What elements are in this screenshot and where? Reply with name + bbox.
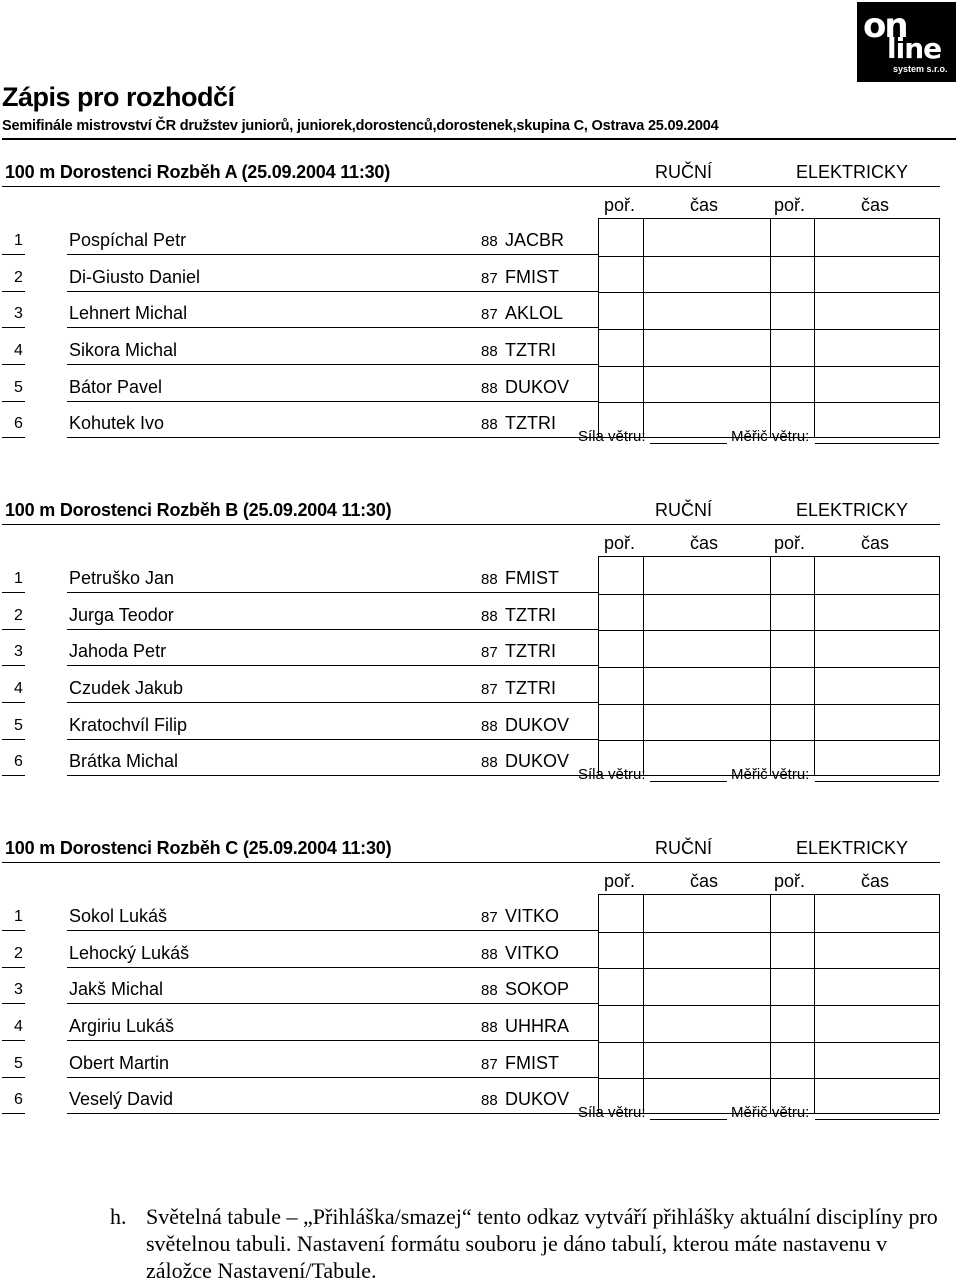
electric-time-header: čas <box>861 533 890 553</box>
row-underline <box>67 327 598 328</box>
row-underline <box>67 629 598 630</box>
grid-row-line <box>599 1042 939 1043</box>
athlete-name: Bátor Pavel <box>69 376 163 397</box>
athlete-row <box>0 705 598 742</box>
result-grid <box>598 556 940 776</box>
birth-year: 87 <box>481 1055 498 1073</box>
wind-strength-label: Síla větru: <box>578 766 646 783</box>
birth-year: 88 <box>481 1019 498 1036</box>
wind-gauge-field[interactable] <box>815 443 939 444</box>
athlete-row <box>0 1043 598 1080</box>
lane-underline <box>2 254 25 255</box>
grid-row-line <box>599 968 939 969</box>
club-code: JACBR <box>505 230 565 250</box>
lane-number: 6 <box>14 415 23 433</box>
birth-year: 88 <box>481 379 498 397</box>
grid-column-line <box>643 557 644 775</box>
birth-year: 87 <box>481 306 498 324</box>
lane-underline <box>2 291 25 292</box>
lane-number: 4 <box>14 1018 23 1035</box>
lane-underline <box>2 1003 25 1004</box>
club-code: TZTRI <box>505 413 556 434</box>
athlete-row <box>0 741 598 778</box>
lane-underline <box>2 775 25 776</box>
note-letter: h. <box>110 1204 127 1229</box>
wind-gauge-field[interactable] <box>815 781 939 782</box>
athlete-row <box>0 367 598 404</box>
lane-number: 4 <box>14 342 23 359</box>
athlete-name: Lehocký Lukáš <box>69 942 190 963</box>
club-code: UHHRA <box>505 1016 570 1036</box>
birth-year: 88 <box>481 717 498 735</box>
grid-row-line <box>599 932 939 933</box>
heat-section <box>0 138 960 448</box>
row-underline <box>67 364 598 365</box>
athlete-name: Veselý David <box>69 1089 174 1110</box>
lane-number: 3 <box>14 643 23 661</box>
heat-section <box>0 476 960 786</box>
lane-number: 4 <box>14 680 23 697</box>
grid-column-line <box>814 557 815 775</box>
grid-row-line <box>599 292 939 293</box>
heat-header-rule <box>2 524 940 525</box>
birth-year: 88 <box>481 571 498 588</box>
club-code: VITKO <box>505 906 560 926</box>
athlete-row <box>0 403 598 440</box>
athlete-name: Jakš Michal <box>69 979 164 1000</box>
athlete-row <box>0 558 598 595</box>
birth-year: 88 <box>481 754 498 772</box>
electric-time-header: čas <box>861 871 890 891</box>
club-code: VITKO <box>505 942 560 963</box>
grid-column-line <box>814 895 815 1113</box>
club-code: DUKOV <box>505 751 570 772</box>
athlete-row <box>0 668 598 705</box>
athlete-name: Jahoda Petr <box>69 641 167 662</box>
row-underline <box>67 1040 598 1041</box>
grid-row-line <box>599 630 939 631</box>
electric-time-header: čas <box>861 195 890 215</box>
birth-year: 88 <box>481 1092 498 1110</box>
heat-title: 100 m Dorostenci Rozběh C (25.09.2004 11:30) <box>5 838 392 858</box>
lane-number: 6 <box>14 753 23 771</box>
row-underline <box>67 254 598 255</box>
row-underline <box>67 1077 598 1078</box>
row-underline <box>67 437 598 438</box>
athlete-name: Argiriu Lukáš <box>69 1016 175 1036</box>
lane-number: 5 <box>14 716 23 734</box>
grid-row-line <box>599 704 939 705</box>
lane-underline <box>2 592 25 593</box>
manual-time-header: čas <box>690 871 719 891</box>
company-logo <box>857 2 956 82</box>
athlete-name: Lehnert Michal <box>69 303 188 324</box>
row-underline <box>67 592 598 593</box>
athlete-name: Petruško Jan <box>69 568 175 588</box>
row-underline <box>67 739 598 740</box>
grid-column-line <box>643 219 644 437</box>
lane-number: 1 <box>14 908 23 925</box>
athlete-name: Obert Martin <box>69 1052 170 1073</box>
athlete-row <box>0 330 598 367</box>
birth-year: 87 <box>481 269 498 287</box>
electric-timing-header: ELEKTRICKY <box>796 500 909 520</box>
athlete-row <box>0 896 598 933</box>
birth-year: 88 <box>481 343 498 360</box>
wind-strength-field[interactable] <box>650 1119 727 1120</box>
athlete-name: Kratochvíl Filip <box>69 714 188 735</box>
wind-gauge-field[interactable] <box>815 1119 939 1120</box>
grid-column-line <box>814 219 815 437</box>
row-underline <box>67 1113 598 1114</box>
grid-row-line <box>599 366 939 367</box>
athlete-name: Brátka Michal <box>69 751 179 772</box>
grid-row-line <box>599 329 939 330</box>
grid-row-line <box>599 256 939 257</box>
row-underline <box>67 291 598 292</box>
lane-underline <box>2 739 25 740</box>
wind-strength-field[interactable] <box>650 781 727 782</box>
club-code: FMIST <box>505 568 559 588</box>
row-underline <box>67 665 598 666</box>
row-underline <box>67 702 598 703</box>
heat-title: 100 m Dorostenci Rozběh A (25.09.2004 11:30) <box>5 162 391 182</box>
logo-caption: system s.r.o. <box>893 64 948 74</box>
heat-title: 100 m Dorostenci Rozběh B (25.09.2004 11:30) <box>5 500 392 520</box>
electric-timing-header: ELEKTRICKY <box>796 838 909 858</box>
manual-timing-header: RUČNÍ <box>655 838 712 858</box>
athlete-row <box>0 1079 598 1116</box>
athlete-name: Czudek Jakub <box>69 678 184 698</box>
lane-underline <box>2 401 25 402</box>
athlete-name: Sokol Lukáš <box>69 906 168 926</box>
grid-row-line <box>599 402 939 403</box>
lane-underline <box>2 1077 25 1078</box>
club-code: TZTRI <box>505 641 556 662</box>
lane-number: 6 <box>14 1091 23 1109</box>
row-underline <box>67 775 598 776</box>
manual-place-header: poř. <box>604 871 636 891</box>
lane-number: 2 <box>14 606 23 624</box>
wind-strength-label: Síla větru: <box>578 428 646 445</box>
manual-time-header: čas <box>690 533 719 553</box>
athlete-row <box>0 969 598 1006</box>
lane-number: 5 <box>14 378 23 396</box>
birth-year: 88 <box>481 416 498 434</box>
athlete-row <box>0 257 598 294</box>
grid-row-line <box>599 1078 939 1079</box>
club-code: DUKOV <box>505 376 570 397</box>
club-code: TZTRI <box>505 340 556 360</box>
athlete-row <box>0 220 598 257</box>
grid-row-line <box>599 740 939 741</box>
heat-section <box>0 814 960 1124</box>
lane-underline <box>2 967 25 968</box>
manual-timing-header: RUČNÍ <box>655 500 712 520</box>
birth-year: 87 <box>481 909 498 926</box>
athlete-row <box>0 1006 598 1043</box>
lane-underline <box>2 629 25 630</box>
grid-row-line <box>599 1005 939 1006</box>
heat-header-rule <box>2 862 940 863</box>
lane-underline <box>2 437 25 438</box>
manual-place-header: poř. <box>604 533 636 553</box>
club-code: DUKOV <box>505 714 570 735</box>
logo-text-on: on <box>863 6 907 46</box>
grid-column-line <box>770 895 771 1113</box>
birth-year: 88 <box>481 607 498 625</box>
club-code: DUKOV <box>505 1089 570 1110</box>
lane-underline <box>2 930 25 931</box>
club-code: FMIST <box>505 1052 559 1073</box>
athlete-name: Kohutek Ivo <box>69 413 165 434</box>
document-subtitle: Semifinále mistrovství ČR družstev juniorů, juniorek,dorostenců,dorostenek,skupina C, Ostrava 25.09.2004 <box>2 118 719 134</box>
electric-place-header: poř. <box>774 533 806 553</box>
birth-year: 88 <box>481 945 498 963</box>
grid-row-line <box>599 667 939 668</box>
row-underline <box>67 1003 598 1004</box>
birth-year: 88 <box>481 233 498 250</box>
row-underline <box>67 401 598 402</box>
wind-gauge-label: Měřič větru: <box>731 766 810 783</box>
lane-number: 2 <box>14 944 23 962</box>
lane-underline <box>2 327 25 328</box>
document-title: Zápis pro rozhodčí <box>2 82 235 112</box>
lane-underline <box>2 364 25 365</box>
grid-column-line <box>770 557 771 775</box>
lane-number: 3 <box>14 981 23 999</box>
club-code: TZTRI <box>505 604 556 625</box>
grid-row-line <box>599 594 939 595</box>
club-code: AKLOL <box>505 303 564 324</box>
athlete-row <box>0 631 598 668</box>
result-grid <box>598 894 940 1114</box>
lane-underline <box>2 665 25 666</box>
note-text: Světelná tabule – „Přihláška/smazej“ tento odkaz vytváří přihlášky aktuální disciplíny pro světelnou tabuli. Nastavení formátu souboru je dáno tabulí, kterou máte nastavenu v záložce Nastavení/Tabule. <box>146 1204 938 1283</box>
birth-year: 88 <box>481 982 498 1000</box>
athlete-name: Jurga Teodor <box>69 604 174 625</box>
row-underline <box>67 930 598 931</box>
athlete-name: Sikora Michal <box>69 340 178 360</box>
athlete-name: Pospíchal Petr <box>69 230 187 250</box>
lane-number: 1 <box>14 570 23 587</box>
athlete-row <box>0 933 598 970</box>
athlete-name: Di-Giusto Daniel <box>69 266 201 287</box>
club-code: TZTRI <box>505 678 556 698</box>
club-code: SOKOP <box>505 979 570 1000</box>
athlete-row <box>0 293 598 330</box>
grid-column-line <box>770 219 771 437</box>
heat-header-rule <box>2 186 940 187</box>
electric-place-header: poř. <box>774 871 806 891</box>
grid-column-line <box>643 895 644 1113</box>
birth-year: 87 <box>481 644 498 662</box>
athlete-row <box>0 595 598 632</box>
electric-place-header: poř. <box>774 195 806 215</box>
lane-number: 1 <box>14 232 23 249</box>
wind-gauge-label: Měřič větru: <box>731 1104 810 1121</box>
manual-place-header: poř. <box>604 195 636 215</box>
electric-timing-header: ELEKTRICKY <box>796 162 909 182</box>
wind-gauge-label: Měřič větru: <box>731 428 810 445</box>
wind-strength-field[interactable] <box>650 443 727 444</box>
manual-timing-header: RUČNÍ <box>655 162 712 182</box>
manual-time-header: čas <box>690 195 719 215</box>
lane-number: 3 <box>14 305 23 323</box>
row-underline <box>67 967 598 968</box>
result-grid <box>598 218 940 438</box>
club-code: FMIST <box>505 266 559 287</box>
lane-number: 2 <box>14 268 23 286</box>
logo-text-line: line <box>887 32 942 65</box>
lane-underline <box>2 1113 25 1114</box>
wind-strength-label: Síla větru: <box>578 1104 646 1121</box>
birth-year: 87 <box>481 681 498 698</box>
lane-underline <box>2 702 25 703</box>
lane-number: 5 <box>14 1054 23 1072</box>
lane-underline <box>2 1040 25 1041</box>
